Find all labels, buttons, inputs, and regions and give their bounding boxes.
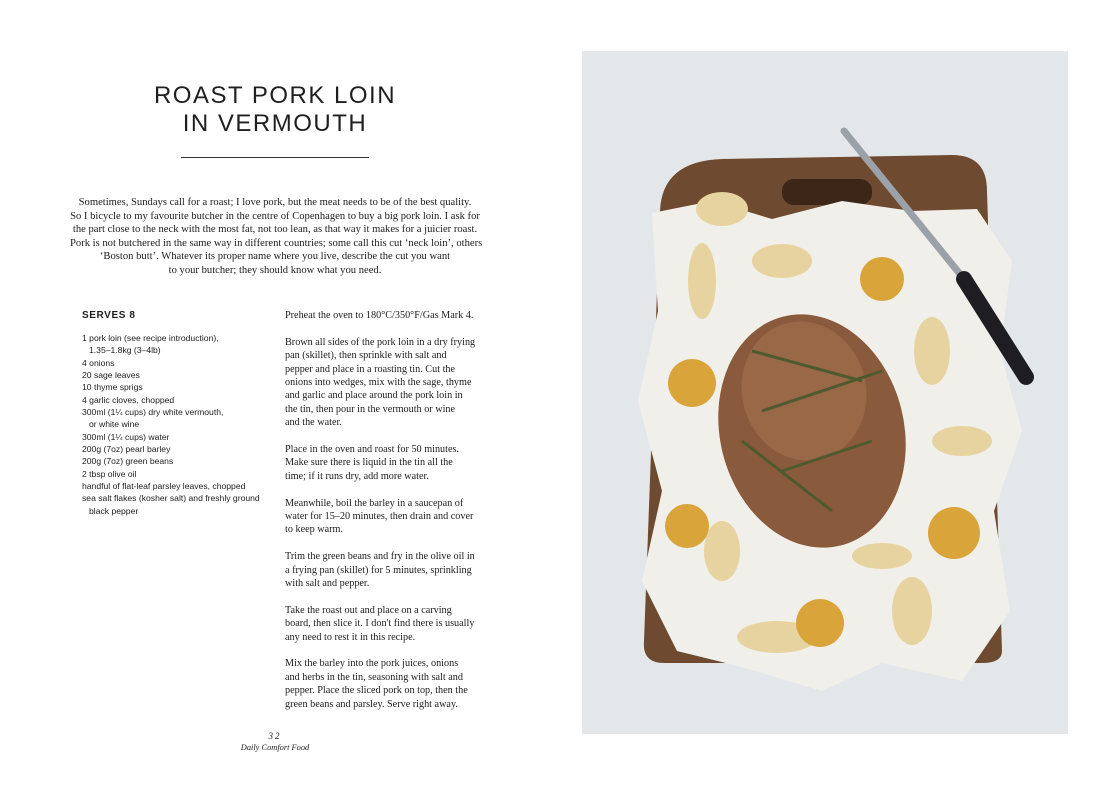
method-line: Place in the oven and roast for 50 minutes.: [285, 444, 459, 456]
onion-wedge: [852, 543, 912, 569]
intro-line: ‘Boston butt’. Whatever its proper name where you live, describe the cut you want: [99, 251, 451, 263]
onion-wedge: [892, 577, 932, 645]
method-line: pepper. Place the sliced pork on top, then the: [285, 685, 468, 697]
ingredient-item: black pepper: [89, 505, 139, 516]
intro-line: Sometimes, Sundays call for a roast; I love pork, but the meat needs to be of the best quality.: [78, 197, 472, 208]
method-line: Make sure there is liquid in the tin all the: [285, 457, 453, 469]
roasted-lemon: [796, 599, 844, 647]
method-step: [285, 309, 485, 322]
food-photo-illustration: [582, 51, 1068, 734]
method-line: water for 15–20 minutes, then drain and cover: [285, 511, 474, 523]
ingredient-item: sea salt flakes (kosher salt) and freshly ground: [82, 493, 260, 504]
method-line: and herbs in the tin, seasoning with salt and: [285, 671, 463, 683]
ingredient-item: 10 thyme sprigs: [82, 382, 143, 393]
ingredient-item: 300ml (1¼ cups) water: [82, 431, 170, 442]
recipe-title-line-1: ROAST PORK LOIN: [153, 82, 397, 109]
ingredient-item: 1.35–1.8kg (3–4lb): [89, 345, 161, 356]
method-line: and the water.: [285, 417, 342, 429]
ingredient-item: 200g (7oz) pearl barley: [82, 444, 171, 455]
ingredient-item: 4 garlic cloves, chopped: [82, 394, 175, 405]
ingredient-item: or white wine: [89, 419, 140, 430]
method-line: Brown all sides of the pork loin in a dry frying: [285, 336, 476, 348]
ingredient-item: 20 sage leaves: [82, 370, 140, 381]
method-line: Meanwhile, boil the barley in a saucepan of: [285, 497, 464, 509]
method-steps: [285, 309, 485, 724]
method-line: green beans and parsley. Serve right away.: [285, 698, 458, 710]
onion-wedge: [704, 521, 740, 581]
method-line: Trim the green beans and fry in the olive oil in: [285, 551, 475, 563]
ingredient-item: 200g (7oz) green beans: [82, 456, 174, 467]
ingredient-item: 1 pork loin (see recipe introduction),: [82, 333, 219, 343]
method-line: onions into wedges, mix with the sage, thyme: [285, 377, 472, 389]
method-line: and garlic and place around the pork loin in: [285, 390, 463, 402]
recipe-title-line-2: IN VERMOUTH: [182, 110, 368, 137]
method-line: pepper and place in a roasting tin. Cut the: [285, 363, 456, 375]
ingredient-item: handful of flat-leaf parsley leaves, chopped: [82, 481, 246, 492]
method-step: [285, 443, 485, 483]
page-number: 32: [268, 731, 282, 741]
intro-line: So I bicycle to my favourite butcher in the centre of Copenhagen to buy a big pork loin. I ask for: [70, 210, 480, 222]
roasted-lemon: [668, 359, 716, 407]
roasted-lemon: [860, 257, 904, 301]
method-line: pan (skillet), then sprinkle with salt and: [285, 350, 447, 362]
method-step: [285, 604, 485, 644]
recipe-title: [80, 82, 470, 138]
method-line: the tin, then pour in the vermouth or wine: [285, 403, 456, 415]
method-line: Preheat the oven to 180°C/350°F/Gas Mark 4.: [285, 310, 474, 321]
onion-wedge: [688, 243, 716, 319]
book-title: Daily Comfort Food: [240, 743, 310, 752]
method-line: Mix the barley into the pork juices, onions: [285, 658, 459, 670]
onion-wedge: [914, 317, 950, 385]
ingredient-item: 4 onions: [82, 357, 115, 368]
intro-line: Pork is not butchered in the same way in different countries; some call this cut ‘neck loin’, others: [70, 237, 483, 249]
onion-wedge: [932, 426, 992, 456]
method-step: [285, 657, 485, 711]
ingredient-item: 2 tbsp olive oil: [82, 468, 137, 479]
method-step: [285, 497, 485, 537]
onion-wedge: [752, 244, 812, 278]
intro-line: to your butcher; they should know what you need.: [168, 264, 382, 276]
roasted-lemon: [928, 507, 980, 559]
method-line: board, then slice it. I don't find there is usually: [285, 618, 475, 630]
recipe-introduction: [70, 196, 483, 278]
method-line: time; if it runs dry, add more water.: [285, 470, 429, 482]
method-line: any need to rest it in this recipe.: [285, 631, 416, 643]
roasted-lemon: [665, 504, 709, 548]
method-step: [285, 336, 485, 430]
method-line: Take the roast out and place on a carving: [285, 604, 452, 616]
intro-line: the part close to the neck with the most fat, not too lean, as that way it makes for a juicier roast.: [72, 224, 478, 236]
method-line: with salt and pepper.: [285, 578, 370, 590]
method-step: [285, 550, 485, 590]
onion-wedge: [696, 192, 748, 226]
food-photograph: [582, 51, 1068, 734]
method-line: a frying pan (skillet) for 5 minutes, sprinkling: [285, 564, 472, 576]
ingredient-list: [82, 332, 272, 517]
method-line: to keep warm.: [285, 524, 343, 536]
serves-heading: SERVES 8: [82, 310, 136, 321]
board-handle-hole: [782, 179, 872, 205]
ingredient-item: 300ml (1¼ cups) dry white vermouth,: [82, 407, 224, 418]
title-divider: [181, 157, 369, 158]
